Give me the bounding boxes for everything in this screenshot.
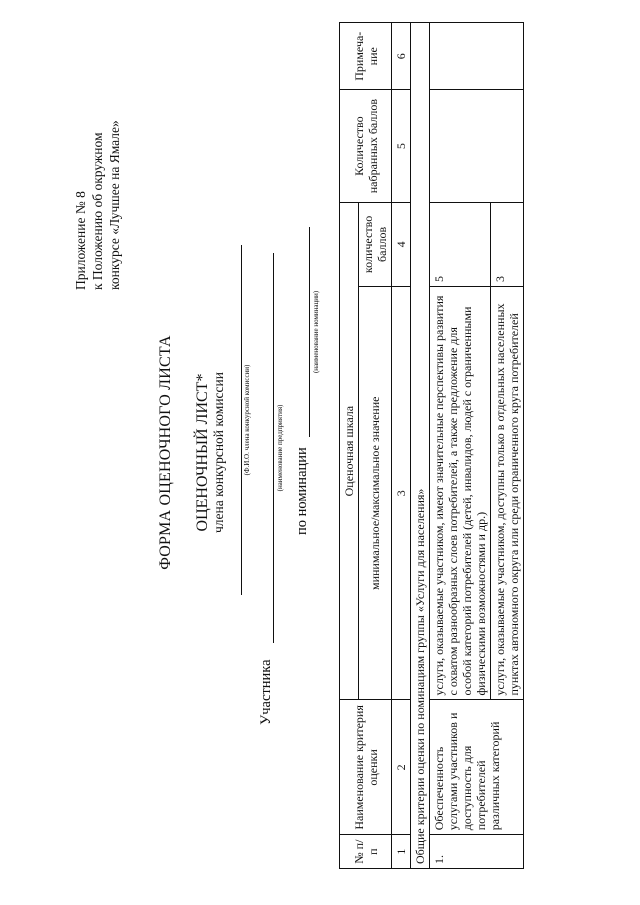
nomination-label: по номинации xyxy=(294,447,310,535)
nomination-line xyxy=(309,227,310,437)
col-number: 1 xyxy=(392,835,411,869)
sheet-title: ОЦЕНОЧНЫЙ ЛИСТ* xyxy=(194,373,211,532)
scale-points: 5 xyxy=(430,202,491,286)
column-number-row xyxy=(392,23,411,869)
note-cell xyxy=(430,23,524,90)
participant-line xyxy=(273,253,274,643)
header-scale-points: количество баллов xyxy=(359,202,392,286)
col-number: 2 xyxy=(392,700,411,835)
score-cell xyxy=(430,90,524,202)
group-heading: Общие критерии оценки по номинациям группы «Услуги для населения» xyxy=(411,23,430,869)
appendix-reference: к Положению об окружном xyxy=(90,132,105,290)
header-num: № п/п xyxy=(340,835,392,869)
col-number: 3 xyxy=(392,287,411,700)
appendix-contest: конкурсе «Лучшее на Ямале» xyxy=(107,120,122,290)
fio-caption: (Ф.И.О. члена конкурсной комиссии) xyxy=(243,364,251,476)
fio-line xyxy=(241,245,242,595)
appendix-number: Приложение № 8 xyxy=(73,191,88,290)
evaluation-table xyxy=(339,22,524,869)
group-row xyxy=(411,23,430,869)
participant-label: Участника xyxy=(258,659,274,725)
header-score: Количество набранных баллов xyxy=(340,90,392,202)
sheet-subtitle: члена конкурсной комиссии xyxy=(211,372,226,533)
form-title: ФОРМА ОЦЕНОЧНОГО ЛИСТА xyxy=(157,335,174,570)
enterprise-caption: (наименование предприятия) xyxy=(276,404,284,492)
header-criteria: Наименование критерия оценки xyxy=(340,700,392,835)
header-scale: Оценочная шкала xyxy=(340,202,359,700)
scale-option: услуги, оказываемые участником, имеют значительные перспективы развития с охватом разнообразных слоев потребителей, а также предложение для особой категорий потребителей (детей, инвалидов, людей с ограниченными физическими возможностями и др.) xyxy=(430,287,491,700)
col-number: 4 xyxy=(392,202,411,286)
scale-option: услуги, оказываемые участником, доступны только в отдельных населенных пунктах автономного округа или среди ограниченного круга потребителей xyxy=(491,287,524,700)
appendix-block xyxy=(72,120,123,290)
nomination-caption: (наименование номинации) xyxy=(312,290,320,374)
row-number: 1. xyxy=(430,835,524,869)
col-number: 6 xyxy=(392,23,411,90)
header-scale-value: минимальное/максимальное значение xyxy=(359,287,392,700)
header-row xyxy=(340,23,359,869)
col-number: 5 xyxy=(392,90,411,202)
header-note: Примеча-ние xyxy=(340,23,392,90)
table-row xyxy=(430,23,491,869)
criterion-name: Обеспеченность услугами участников и доступность для потребителей различных категорий xyxy=(430,700,524,835)
scale-points: 3 xyxy=(491,202,524,286)
